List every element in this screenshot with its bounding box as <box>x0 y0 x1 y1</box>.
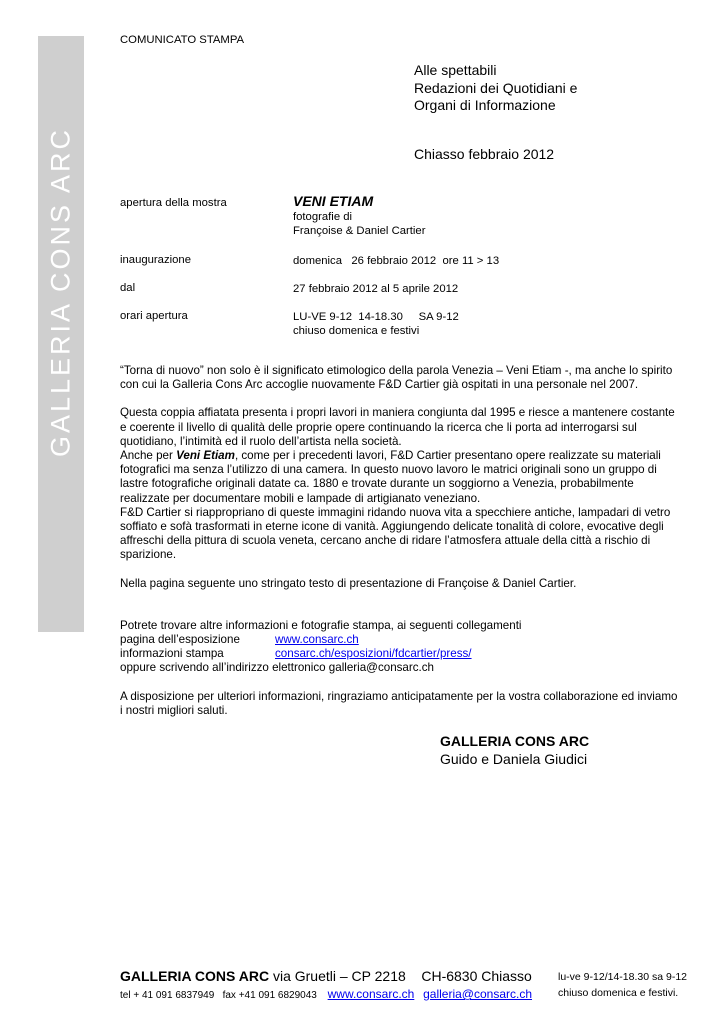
footer-email-link[interactable]: galleria@consarc.ch <box>423 987 533 1001</box>
footer-web-link[interactable]: www.consarc.ch <box>327 987 415 1001</box>
link-label-press: informazioni stampa <box>120 647 224 661</box>
paragraph-work <box>120 449 680 506</box>
exhibition-page-link[interactable]: www.consarc.ch <box>275 633 359 647</box>
paragraph-closing: A disposizione per ulteriori informazioni, ringraziamo anticipatamente per la vostra collaborazione ed inviamo i nostri migliori saluti. <box>120 689 678 717</box>
paragraph-work-title: Veni Etiam <box>176 449 235 463</box>
document-header: COMUNICATO STAMPA <box>120 34 245 46</box>
paragraph-email: oppure scrivendo all’indirizzo elettronico galleria@consarc.ch <box>120 661 435 675</box>
link-row-exhibition <box>120 633 680 647</box>
dates-value: 27 febbraio 2012 al 5 aprile 2012 <box>293 283 459 295</box>
paragraph-links-intro: Potrete trovare altre informazioni e fotografie stampa, ai seguenti collegamenti <box>120 618 522 632</box>
exhibition-subtitle <box>293 210 425 238</box>
link-row-press <box>120 647 680 661</box>
hours-label: orari apertura <box>120 310 188 322</box>
inauguration-label: inaugurazione <box>120 254 191 266</box>
hours-line-1: LU-VE 9-12 14-18.30 SA 9-12 <box>293 311 459 323</box>
paragraph-couple: Questa coppia affiatata presenta i propri lavori in maniera congiunta dal 1995 e riesce a mantenere costante e coerente il livello di qualità delle proprie opere continuando la ricerca che li porta ad interrogarsi sul quotidiano, l’intimità ed il ruolo dell’artista nella società. <box>120 406 675 448</box>
paragraph-intro: “Torna di nuovo” non solo è il significato etimologico della parola Venezia – Veni Etiam -, ma anche lo spirito con cui la Galleria Cons Arc accoglie nuovamente F&D Cartier già ospitati in una personale nel 2007. <box>120 364 673 392</box>
subtitle-line-1: fotografie di <box>293 211 353 223</box>
document-date: Chiasso febbraio 2012 <box>414 146 555 162</box>
press-info-link[interactable]: consarc.ch/esposizioni/fdcartier/press/ <box>275 647 472 661</box>
exhibition-title: VENI ETIAM <box>293 193 374 209</box>
footer-contact-line <box>120 987 532 1001</box>
recipient-line-3: Organi di Informazione <box>414 97 556 113</box>
sidebar-logo-text: GALLERIA CONS ARC <box>45 126 76 458</box>
recipient-address <box>414 62 577 115</box>
footer-hours-1: lu-ve 9-12/14-18.30 sa 9-12 <box>558 971 687 983</box>
footer-address-line <box>120 968 532 984</box>
paragraph-next-page: Nella pagina seguente uno stringato testo di presentazione di Françoise & Daniel Cartier. <box>120 576 577 590</box>
signature-names: Guido e Daniela Giudici <box>440 751 588 767</box>
footer-address: via Gruetli – CP 2218 CH-6830 Chiasso <box>272 968 532 984</box>
paragraph-images: F&D Cartier si riappropriano di queste immagini ridando nuova vita a specchiere antiche, lampadari di vetro soffiato e sofà trasformati in eterne icone di vanità. Aggiungendo delicate tonalità di colore, evocative degli affreschi della pittura di scuola veneta, cercano anche di ridare l’atmosfera attuale della città a rischio di sparizione. <box>120 505 671 562</box>
dates-label: dal <box>120 282 136 294</box>
paragraph-work-rest: , come per i precedenti lavori, F&D Cartier presentano opere realizzate su materiali fotografici ma senza l’utilizzo di una camera. In questo nuovo lavoro le matrici originali sono un gruppo di lastre fotografiche originali datate ca. 1880 e trovate durante un soggiorno a Venezia, probabilmente realizzate per documentare mobili e lampade di artigianato veneziano. <box>120 449 661 505</box>
footer-phone: tel + 41 091 6837949 fax +41 091 6829043 <box>120 990 317 1001</box>
paragraph-work-start: Anche per <box>120 449 177 463</box>
sidebar-band <box>38 36 84 632</box>
recipient-line-1: Alle spettabili <box>414 62 497 78</box>
hours-value <box>293 310 459 338</box>
inauguration-value: domenica 26 febbraio 2012 ore 11 > 13 <box>293 255 500 267</box>
hours-line-2: chiuso domenica e festivi <box>293 325 420 337</box>
signature-org: GALLERIA CONS ARC <box>440 733 590 749</box>
recipient-line-2: Redazioni dei Quotidiani e <box>414 79 578 96</box>
subtitle-line-2: Françoise & Daniel Cartier <box>293 225 426 237</box>
footer-org: GALLERIA CONS ARC <box>120 968 270 984</box>
link-label-exhibition: pagina dell’esposizione <box>120 633 240 647</box>
opening-label: apertura della mostra <box>120 197 227 209</box>
footer-hours-2: chiuso domenica e festivi. <box>558 987 679 999</box>
press-release-body <box>120 364 680 718</box>
